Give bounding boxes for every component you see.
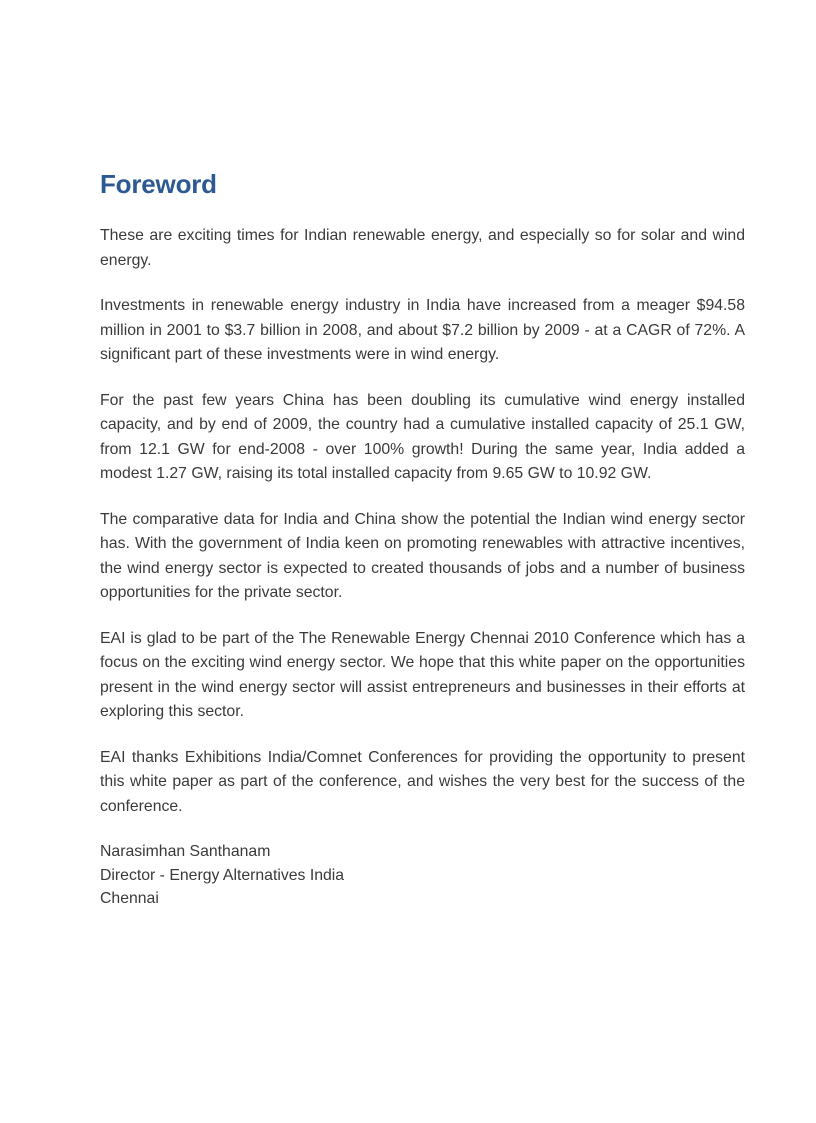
page-title: Foreword [100, 169, 217, 199]
paragraph-investments: Investments in renewable energy industry in India have increased from a meager $94.58 million in 2001 to $3.7 billion in 2008, and about $7.2 billion by 2009 - at a CAGR of 72%. A significant part of these investments were in wind energy. [100, 297, 745, 363]
paragraph-potential: The comparative data for India and China show the potential the Indian wind energy sector has. With the government of India keen on promoting renewables with attractive incentives, the wind energy sector is expected to created thousands of jobs and a number of business opportunities for the private sector. [100, 510, 745, 601]
signature-location: Chennai [100, 890, 159, 907]
paragraph-conference: EAI is glad to be part of the The Renewable Energy Chennai 2010 Conference which has a focus on the exciting wind energy sector. We hope that this white paper on the opportunities present in the wind energy sector will assist entrepreneurs and businesses in their efforts at exploring this sector. [100, 629, 745, 720]
paragraph-china-comparison: For the past few years China has been doubling its cumulative wind energy installed capacity, and by end of 2009, the country had a cumulative installed capacity of 25.1 GW, from 12.1 GW for end-2008 - over 100% growth! During the same year, India added a modest 1.27 GW, raising its total installed capacity from 9.65 GW to 10.92 GW. [100, 391, 745, 482]
paragraph-intro: These are exciting times for Indian renewable energy, and especially so for solar and wind energy. [100, 227, 745, 269]
signature-block [100, 840, 745, 911]
signature-role: Director - Energy Alternatives India [100, 866, 345, 884]
foreword-page [100, 166, 745, 911]
signature-name: Narasimhan Santhanam [100, 843, 271, 860]
paragraph-thanks: EAI thanks Exhibitions India/Comnet Conferences for providing the opportunity to present this white paper as part of the conference, and wishes the very best for the success of the conference. [100, 748, 745, 815]
